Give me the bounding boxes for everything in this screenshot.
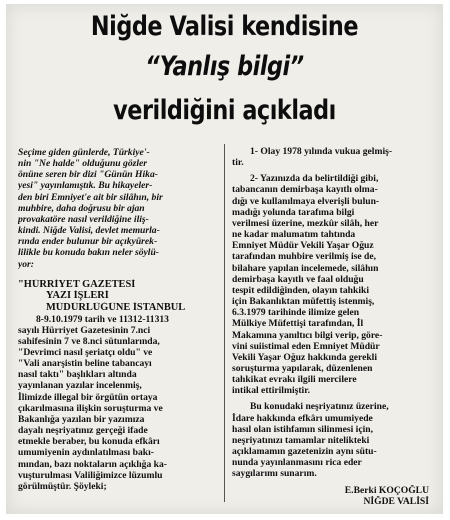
body-line: vuşturulması Valiliğimizce lüzumlu: [18, 469, 163, 481]
body-line: tahkikat evrakı ilgili mercilere: [232, 374, 357, 386]
body-line: nasıl taktı" başlıkları altında: [18, 369, 137, 381]
paragraph-2: [232, 173, 437, 396]
lead-line: nin "Ne halde" olduğunu gözler: [18, 158, 148, 170]
headline-line-1: Niğde Valisi kendisine: [90, 11, 359, 42]
body-line: Vekili Yaşar Oğuz hakkında gerekli: [232, 351, 378, 363]
lead-line: lilikle bu konuda bakın neler söylü-: [18, 247, 159, 259]
body-line: Bu konudaki neşriyatınız üzerine,: [250, 401, 389, 413]
body-line: 8-9.10.1979 tarih ve 11312-11313: [36, 313, 169, 325]
right-column: [232, 146, 437, 507]
body-line: Emniyet Müdür Vekili Yaşar Oğuz: [232, 240, 374, 252]
body-line: "Vali anarşistin beline tabancayı: [18, 358, 152, 370]
body-line: etmekle beraber, bu konuda efkârı: [18, 436, 160, 448]
body-line: vini suiistimal eden Emniyet Müdür: [232, 340, 380, 352]
lead-paragraph: [18, 147, 214, 270]
lead-line: rında ender bulunur bir açıkyürek-: [18, 236, 158, 248]
address-line: MÜDÜRLÜĞÜNE İSTANBUL: [46, 301, 186, 313]
body-line: tir.: [232, 157, 244, 169]
body-line: soruşturma yapılarak, düzenlenen: [232, 362, 373, 374]
body-line: görülmüştür. Şöyleki;: [18, 480, 107, 492]
lead-line: yor:: [18, 258, 34, 270]
headline-line-2: “Yanlış bilgi”: [145, 51, 304, 82]
lead-line: den biri Emniyet'e ait bir silâhın, bir: [18, 191, 163, 203]
body-line: yayınlanan yazılar incelenmiş,: [18, 380, 142, 392]
body-line: İdare hakkında efkârı umumiyede: [232, 412, 373, 424]
body-line: çıkarılmasına ilişkin soruşturma ve: [18, 402, 163, 414]
lead-line: muhbire, daha doğrusu bir ajan: [18, 202, 145, 214]
body-line: İlimizde illegal bir örgütün ortaya: [18, 391, 158, 403]
body-line: madığı yolunda tarafıma bilgi: [232, 206, 355, 218]
lead-line: Seçime giden günlerde, Türkiye'-: [18, 147, 150, 158]
body-line: tabancanın demirbaşa kayıtlı olma-: [232, 184, 378, 196]
body-line: 1- Olay 1978 yılında vukua gelmiş-: [250, 146, 393, 157]
column-divider: [224, 144, 225, 502]
body-line: tespit edildiğinden, olayın tahkiki: [232, 284, 370, 296]
body-line: sayılı Hürriyet Gazetesinin 7.nci: [18, 324, 151, 336]
body-line: sahifesinin 7 ve 8.nci sütunlarında,: [18, 335, 160, 347]
body-line: bilahare yapılan incelemede, silâhın: [232, 262, 379, 274]
body-line: umumiyenin aydınlatılması bakı-: [18, 447, 154, 459]
body-line: mından, bazı noktaların açıklığa ka-: [18, 458, 167, 470]
body-line: hasıl olan istihfamın silinmesi için,: [232, 423, 374, 435]
body-line: dayalı neşriyatınız gerçeği ifade: [18, 425, 148, 437]
body-line: saygılarımı sunarım.: [232, 468, 317, 480]
newspaper-clipping: [6, 4, 443, 514]
lead-line: kindi. Niğde Valisi, devlet memurla-: [18, 225, 160, 237]
body-line: "Devrimci nasıl şeriatçı oldu" ve: [18, 346, 153, 358]
lead-line: yesi" yayınlamıştık. Bu hikayeler-: [18, 180, 153, 192]
body-line: dığı ve kullanılmaya elverişli bulun-: [232, 195, 380, 207]
address-line: YAZI İŞLERİ: [46, 290, 109, 302]
body-line: ne kadar malumatım tahtında: [232, 229, 356, 241]
body-line: Mülkiye Müfettişi tarafından, İl: [232, 318, 364, 330]
body-line: demirbaşa kayıtlı ve faal olduğu: [232, 273, 364, 285]
body-line: intikal ettirilmiştir.: [232, 385, 310, 397]
signature-title: NİĞDE VALİSİ: [363, 495, 429, 507]
left-column: [18, 147, 214, 492]
address-line: "HÜRRİYET GAZETESİ: [18, 278, 136, 290]
body-line: 2- Yazınızda da belirtildiği gibi,: [250, 173, 379, 185]
body-line: nunda yayınlanmasını rica eder: [232, 457, 362, 469]
body-line: neşriyatınızı tamamlar nitelikteki: [232, 434, 370, 446]
letter-address: [18, 279, 214, 314]
headline-line-3: verildiğini açıkladı: [113, 95, 336, 126]
body-line: tarafından muhbire verilmiş ise de,: [232, 251, 376, 263]
paragraph-3: [232, 401, 437, 479]
signature-name: E.Berki KOÇOĞLU: [344, 484, 429, 496]
body-line: 6.3.1979 tarihinde ilimize gelen: [232, 307, 360, 319]
body-line: verilmesi üzerine, mezkûr silâh, her: [232, 217, 379, 229]
letter-body: [18, 314, 214, 493]
body-line: Makamına yanıltıcı bilgi verip, göre-: [232, 329, 383, 341]
lead-line: önüne seren bir dizi "Günün Hika-: [18, 169, 158, 181]
body-line: Bakanlığa yazılan bir yazımıza: [18, 413, 145, 425]
paragraph-1: [232, 146, 437, 168]
body-line: için Bakanlıktan müfettiş istenmiş,: [232, 296, 375, 308]
signature-block: [232, 485, 437, 507]
body-line: açıklamamın gazetenizin aynı sütu-: [232, 446, 377, 458]
lead-line: provakatöre nasıl verildiğine iliş-: [18, 213, 149, 225]
